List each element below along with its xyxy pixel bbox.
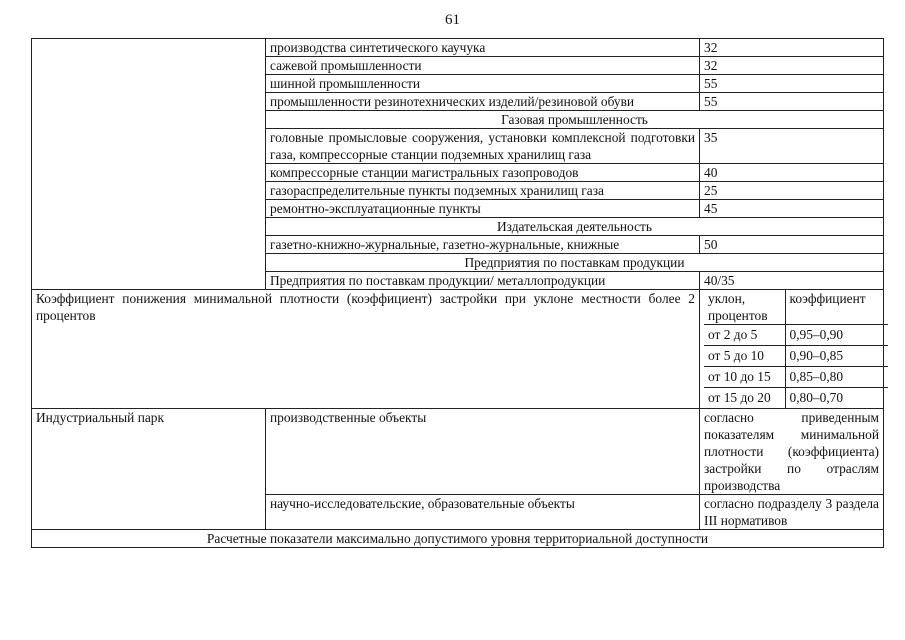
item-value: 32 bbox=[700, 39, 884, 57]
item-name: головные промысловые сооружения, установки комплексной подготовки газа, компрессорные станции подземных хранилищ газа bbox=[266, 129, 700, 164]
item-name: газетно-книжно-журнальные, газетно-журнальные, книжные bbox=[266, 236, 700, 254]
item-name: компрессорные станции магистральных газопроводов bbox=[266, 164, 700, 182]
coefficient-header: коэффициент bbox=[785, 290, 888, 325]
slope-coefficient-cell bbox=[700, 290, 884, 409]
item-value: 40 bbox=[700, 164, 884, 182]
slope-row bbox=[704, 346, 888, 367]
slope-coefficient-table bbox=[704, 290, 888, 408]
item-name: Предприятия по поставкам продукции/ металлопродукции bbox=[266, 272, 700, 290]
park-item-name: научно-исследовательские, образовательные объекты bbox=[266, 495, 700, 530]
slope-row bbox=[704, 367, 888, 388]
park-label: Индустриальный парк bbox=[32, 409, 266, 530]
coefficient-value: 0,80–0,70 bbox=[785, 388, 888, 409]
item-name: ремонтно-эксплуатационные пункты bbox=[266, 200, 700, 218]
slope-value: от 10 до 15 bbox=[704, 367, 785, 388]
item-name: шинной промышленности bbox=[266, 75, 700, 93]
footer-heading: Расчетные показатели максимально допустимого уровня территориальной доступности bbox=[32, 530, 884, 548]
slope-row bbox=[704, 325, 888, 346]
park-item-value: согласно подразделу 3 раздела III нормативов bbox=[700, 495, 884, 530]
slope-coefficient-row bbox=[32, 290, 884, 409]
slope-header-row bbox=[704, 290, 888, 325]
item-value: 32 bbox=[700, 57, 884, 75]
park-item-name: производственные объекты bbox=[266, 409, 700, 495]
item-value: 45 bbox=[700, 200, 884, 218]
table-row bbox=[32, 39, 884, 57]
item-value: 50 bbox=[700, 236, 884, 254]
section-header: Предприятия по поставкам продукции bbox=[266, 254, 884, 272]
slope-value: от 2 до 5 bbox=[704, 325, 785, 346]
slope-row bbox=[704, 388, 888, 409]
slope-value: от 5 до 10 bbox=[704, 346, 785, 367]
item-value: 55 bbox=[700, 75, 884, 93]
park-row bbox=[32, 409, 884, 495]
item-name: сажевой промышленности bbox=[266, 57, 700, 75]
item-name: газораспределительные пункты подземных хранилищ газа bbox=[266, 182, 700, 200]
section-header: Издательская деятельность bbox=[266, 218, 884, 236]
page-number: 61 bbox=[445, 12, 460, 28]
item-name: промышленности резинотехнических изделий/резиновой обуви bbox=[266, 93, 700, 111]
section-header: Газовая промышленность bbox=[266, 111, 884, 129]
item-value: 55 bbox=[700, 93, 884, 111]
item-value: 40/35 bbox=[700, 272, 884, 290]
slope-header: уклон, процентов bbox=[704, 290, 785, 325]
coefficient-value: 0,85–0,80 bbox=[785, 367, 888, 388]
norms-table bbox=[31, 38, 884, 548]
park-item-value: согласно приведенным показателям минимальной плотности (коэффициента) застройки по отраслям производства bbox=[700, 409, 884, 495]
coefficient-value: 0,90–0,85 bbox=[785, 346, 888, 367]
industry-label-cell bbox=[32, 39, 266, 290]
slope-label: Коэффициент понижения минимальной плотности (коэффициент) застройки при уклоне местности более 2 процентов bbox=[32, 290, 700, 409]
item-name: производства синтетического каучука bbox=[266, 39, 700, 57]
item-value: 35 bbox=[700, 129, 884, 164]
slope-value: от 15 до 20 bbox=[704, 388, 785, 409]
footer-row bbox=[32, 530, 884, 548]
item-value: 25 bbox=[700, 182, 884, 200]
coefficient-value: 0,95–0,90 bbox=[785, 325, 888, 346]
